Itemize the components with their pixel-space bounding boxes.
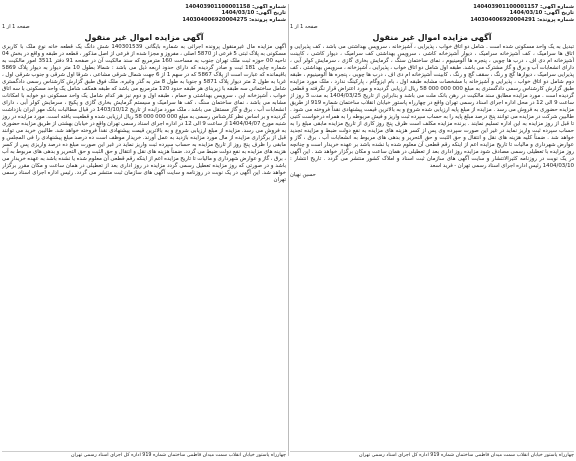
right-notice-date: تاریخ آگهی: 1404/03/10 [509, 10, 574, 17]
left-notice-file-number: شماره پرونده: 140304006920004275 [182, 16, 286, 23]
right-notice-title: آگهی مزایده اموال غیر منقول [372, 33, 492, 42]
left-notice-meta [182, 4, 286, 23]
right-notice-meta [470, 4, 574, 23]
left-page-label: صفحه 1 از 1 [2, 24, 30, 30]
right-notice-number: شماره آگهی: 140403901100001157 [473, 4, 574, 10]
right-page-label: صفحه 1 از 1 [290, 24, 318, 30]
left-notice-number: شماره آگهی: 140403901100001158 [185, 4, 286, 10]
right-notice-file-number: شماره پرونده: 140304006920004291 [470, 16, 574, 23]
right-notice-signature: حسین نهیان [290, 172, 316, 178]
right-notice-header [290, 4, 574, 32]
left-notice [2, 4, 286, 461]
left-notice-date: تاریخ آگهی: 1404/03/10 [221, 10, 286, 17]
right-notice-body: تبدیل به یک واحد مسکونی شده است . شامل دو اتاق خواب ، پذیرایی ، آشپزخانه ، سرویس بهداشتی می باشد ، کف پذیرایی و اتاق ها سرامیک ، کف آشپزخانه سرامیک ، دیوار آشپزخانه کاشی ، سرویس بهداشتی کف سرامیک ، دیوار کاشی ، کابینت آشپزخانه ام دی اف ، درب ها چوبی ، پنجره ها آلومینیوم ، نمای ساختمان سنگ ، گرمایش بخاری گازی ، سرمایش کولر آبی ، دارای انشعابات آب و برق و گاز مشترک می باشد. طبقه اول شامل دو اتاق خواب ، پذیرایی ، آشپزخانه ، سرویس بهداشتی ، کف پذیرایی سرامیک ، دیوارها گچ و رنگ ، سقف گچ و رنگ ، کابینت آشپزخانه ام دی اف ، درب ها چوبی ، پنجره ها آلومینیوم ، طبقه دوم شامل دو اتاق خواب ، پذیرایی و آشپزخانه با مشخصات مشابه طبقه اول ، بام ایزوگام ، پارکینگ ندارد ، ملک مورد مزایده طبق گزارش کارشناس رسمی دادگستری به مبلغ 000 000 000 58 ریال ارزیابی گردیده و مورد اعتراض قرار نگرفته و قطعی گردیده است . مورد مزایده مطابق سند مالکیت در رهن بانک ملت می باشد و بنابراین از تاریخ 1404/03/25 به مدت 3 روز از ساعت 9 الی 12 در محل اداره اجرای اسناد رسمی تهران واقع در چهارراه پاستور خیابان انقلاب ساختمان شماره 919 از طریق مزایده حضوری به فروش می رسد . مزایده از مبلغ پایه ارزیابی شده شروع و به بالاترین قیمت پیشنهادی نقداً فروخته می شود . طالبین شرکت در مزایده می توانند پنج درصد مبلغ پایه را به حساب سپرده ثبت واریز و فیش مربوطه را به همراه درخواست کتبی تا قبل از روز مزایده به این اداره تسلیم نمایند . برنده مزایده مکلف است ظرف پنج روز کاری از تاریخ مزایده مابقی مبلغ را به حساب سپرده ثبت واریز نماید در غیر این صورت سپرده وی پس از کسر هزینه های مزایده به نفع دولت ضبط و مزایده تجدید خواهد شد . ضمناً کلیه هزینه های نقل و انتقال و حق الثبت و حق التحریر و بدهی های مربوط به انشعابات آب ، برق ، گاز و عوارض شهرداری و مالیات تا تاریخ مزایده اعم از اینکه رقم قطعی آن معلوم شده یا نشده باشد بر عهده خریدار است و چنانچه روز مزایده با تعطیلی رسمی مصادف شود مزایده روز اداری بعد از تعطیلی در همان ساعت و مکان برگزار خواهد شد . این آگهی در یک نوبت در روزنامه کثیرالانتشار و سایت آگهی های سازمان ثبت اسناد و املاک کشور منتشر می گردد . تاریخ انتشار : 1404/03/10 رئیس اداره اجرای اسناد رسمی تهران - فرید اسعد [290, 44, 574, 169]
left-notice-body: آگهی مزایده مال غیرمنقول پرونده اجرائی به شماره بایگانی 140301539 شش دانگ یک قطعه خانه نوع ملک با کاربری مسکونی به پلاک ثبتی 5 فرعی از 5870 اصلی ، مفروز و مجزا شده از فرعی از اصل مذکور ، قطعه در طبقه و واقع در بخش 04 ناحیه 00 حوزه ثبت ملک تهران جنوب به مساحت 160 مترمربع که سند مالکیت آن در صفحه 91 دفتر 3511 امور مالکیت به شماره چاپی 181 ثبت و صادر گردیده که دارای حدود اربعه ذیل می باشد : شمالا بطول 10 متر دیوار به دیوار پلاک 5869 باقیمانده که عبارت است از پلاک 5867 که در سهم 1 از 6 جهت شمال شرقی مشاعی ، شرقا اول شرقی و جنوب شرقی اول ، غربا به طول 2 متر دیوار پلاک 5871 و جنوبا به طول 8 متر به گذر وغیره. ملک فوق طبق گزارش کارشناس رسمی دادگستری شامل ساختمانی سه طبقه با زیربنای هر طبقه حدود 120 مترمربع می باشد که طبقه همکف شامل یک واحد مسکونی با سه اتاق خواب ، آشپزخانه اپن ، سرویس بهداشتی و حمام ، طبقه اول و دوم نیز هر کدام شامل یک واحد مسکونی دو خوابه با امکانات مشابه می باشد ، نمای ساختمان سنگ ، کف ها سرامیک و سیستم گرمایش بخاری گازی و پکیج ، سرمایش کولر آبی ، دارای انشعابات آب ، برق و گاز مستقل می باشد ، ملک مورد مزایده از تاریخ 1403/10/12 در قبال مطالبات بانک مهر ایران بازداشت گردیده و بر اساس نظر کارشناس رسمی به مبلغ 000 000 000 58 ریال ارزیابی شده و قطعیت یافته است. مورد مزایده در روز شنبه مورخ 1404/04/07 از ساعت 9 الی 12 در اداره اجرای اسناد رسمی تهران واقع در خیابان بهشتی از طریق مزایده حضوری به فروش می رسد. مزایده از مبلغ ارزیابی شروع و به بالاترین قیمت پیشنهادی نقداً فروخته خواهد شد. طالبین خرید می توانند قبل از برگزاری مزایده از مال مورد مزایده بازدید به عمل آورند. خریدار موظف است ده درصد مبلغ پیشنهادی را فی المجلس و مابقی را ظرف پنج روز از تاریخ مزایده به حساب سپرده ثبت واریز نماید در غیر این صورت مبلغ ده درصد واریزی پس از کسر هزینه های مزایده به نفع دولت ضبط می گردد. ضمناً هزینه های نقل و انتقال و حق الثبت و حق التحریر و بدهی های مربوط به آب ، برق ، گاز و عوارض شهرداری و مالیات تا تاریخ مزایده اعم از اینکه رقم قطعی آن معلوم شده یا نشده باشد به عهده خریدار می باشد و در صورتی که روز مزایده تعطیل رسمی گردد مزایده در روز اداری بعد از تعطیلی در همان ساعت و مکان مقرر برگزار خواهد شد. این آگهی در یک نوبت در روزنامه و سایت آگهی های سازمان ثبت منتشر می گردد. رئیس اداره اجرای اسناد رسمی تهران [2, 44, 286, 183]
left-notice-header [2, 4, 286, 32]
right-notice [290, 4, 574, 461]
left-notice-footer: چهارراه پاستور خیابان انقلاب سمت میدان فاطمی ساختمان شماره 919 اداره کل اجرای اسناد رسمی تهران [2, 451, 286, 458]
left-notice-title: آگهی مزایده اموال غیر منقول [84, 33, 204, 42]
right-notice-footer: چهارراه پاستور خیابان انقلاب سمت میدان فاطمی ساختمان شماره 919 اداره کل اجرای اسناد رسمی تهران [290, 451, 574, 458]
column-divider [288, 4, 289, 456]
